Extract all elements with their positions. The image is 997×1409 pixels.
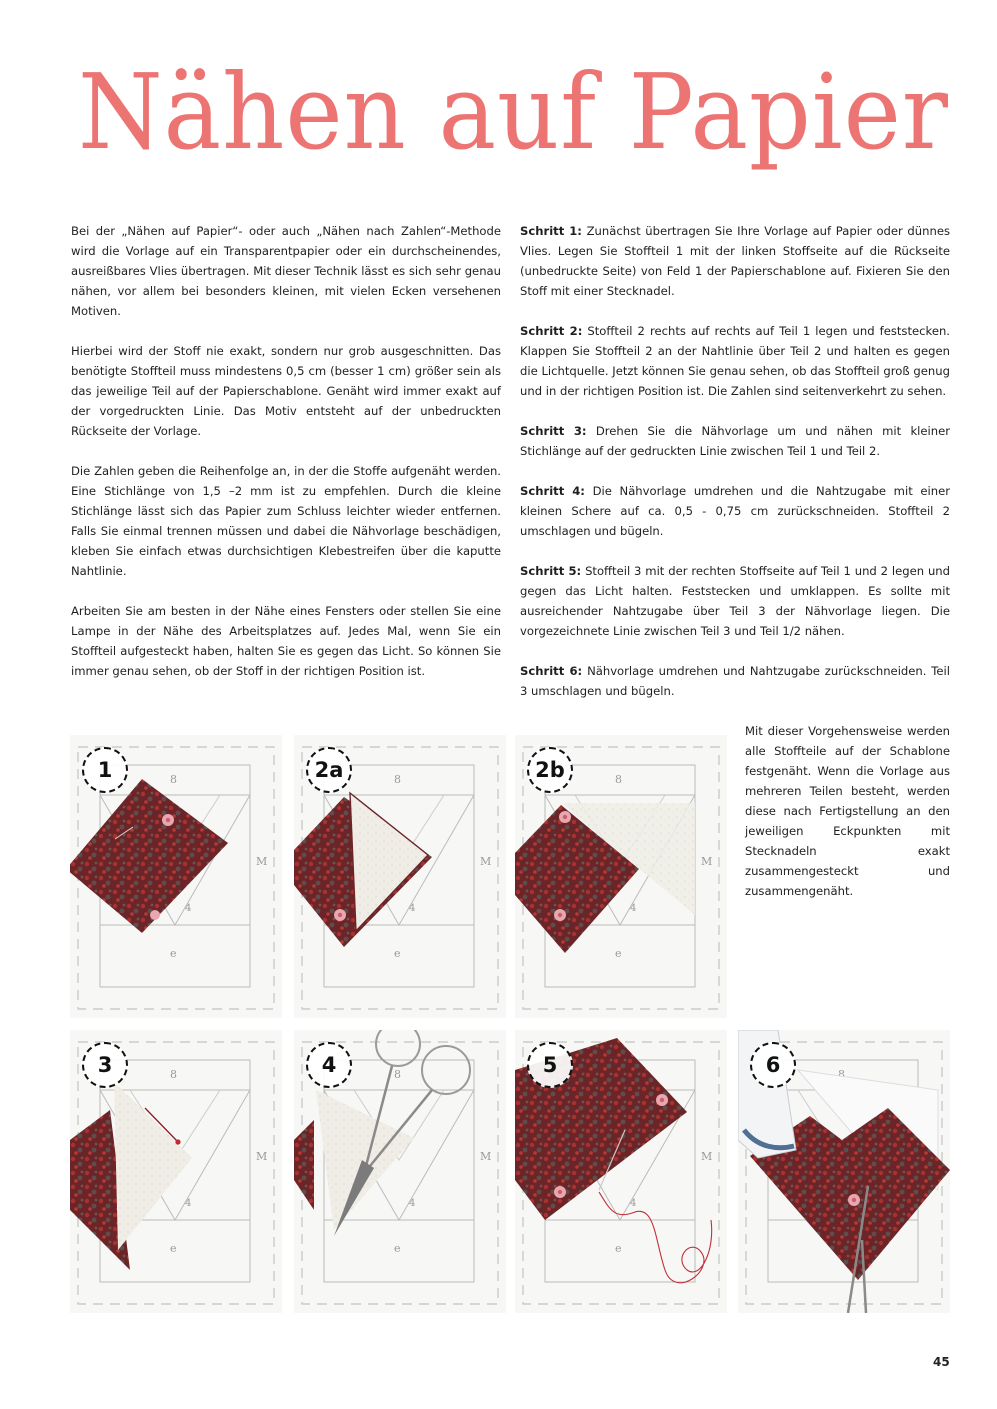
step-label: Schritt 6:	[520, 664, 583, 678]
step-badge: 3	[82, 1042, 128, 1088]
step-5	[520, 561, 950, 641]
step-photo-6	[738, 1030, 950, 1313]
intro-paragraph: Arbeiten Sie am besten in der Nähe eines Fensters oder stellen Sie eine Lampe in der Nähe des Arbeitsplatzes auf. Jedes Mal, wenn Sie ein Stoffteil aufgesteckt haben, halten Sie es gegen das Licht. So können Sie immer genau sehen, ob der Stoff in der richtigen Position ist.	[71, 604, 501, 678]
step-badge: 6	[750, 1042, 796, 1088]
step-text: Stoffteil 3 mit der rechten Stoffseite auf Teil 1 und 2 legen und gegen das Licht halten. Feststecken und umklappen. Es sollte mit ausreichender Nahtzugabe über Teil 3 der Nähvorlage liegen. Die vorgezeichnete Linie zwischen Teil 3 und Teil 1/2 nähen.	[520, 564, 951, 638]
page-number: 45	[933, 1355, 950, 1369]
step-label: Schritt 3:	[520, 424, 587, 438]
step-3	[520, 421, 950, 461]
steps-column	[520, 221, 950, 721]
step-text: Die Nähvorlage umdrehen und die Nahtzugabe mit einer kleinen Schere auf ca. 0,5 - 0,75 cm zurückschneiden. Stoffteil 2 umschlagen und bügeln.	[520, 484, 950, 538]
step-label: Schritt 5:	[520, 564, 582, 578]
step-text: Stoffteil 2 rechts auf rechts auf Teil 1 legen und feststecken. Klappen Sie Stoffteil 2 an der Nahtlinie über Teil 2 und halten es gegen die Lichtquelle. Jetzt können Sie genau sehen, ob das Stoffteil groß genug und in der richtigen Position ist. Die Zahlen sind seitenverkehrt zu sehen.	[520, 324, 950, 398]
page-title: Nähen auf Papier	[78, 51, 949, 173]
intro-column	[71, 221, 501, 701]
step-badge: 1	[82, 747, 128, 793]
step-4	[520, 481, 950, 541]
step-label: Schritt 2:	[520, 324, 583, 338]
step-badge: 2b	[527, 747, 573, 793]
step-text: Zunächst übertragen Sie Ihre Vorlage auf Papier oder dünnes Vlies. Legen Sie Stoffteil 1 mit der linken Stoffseite auf die Rückseite (unbedruckte Seite) von Feld 1 der Papierschablone auf. Fixieren Sie den Stoff mit einer Stecknadel.	[520, 224, 951, 298]
step-1	[520, 221, 950, 301]
step-photo-1	[70, 735, 282, 1018]
step-photo-4	[294, 1030, 506, 1313]
fabric-piece	[70, 779, 228, 933]
step-photo-2a	[294, 735, 506, 1018]
step-2	[520, 321, 950, 401]
step-text: Nähvorlage umdrehen und Nahtzugabe zurückschneiden. Teil 3 umschlagen und bügeln.	[520, 664, 950, 698]
side-note: Mit dieser Vorgehensweise werden alle Stoffteile auf der Schablone festgenäht. Wenn die Vorlage aus mehreren Teilen besteht, werden diese nach Fertigstellung an den jeweiligen Eckpunkten mit Stecknadeln exakt zusammengesteckt und zusammengenäht.	[745, 724, 950, 898]
intro-paragraph: Hierbei wird der Stoff nie exakt, sondern nur grob ausgeschnitten. Das benötigte Stoffteil muss mindestens 0,5 cm (besser 1 cm) größer sein als das jeweilige Teil auf der Papierschablone. Genäht wird immer exakt auf der vorgedruckten Linie. Das Motiv entsteht auf der unbedruckten Rückseite der Vorlage.	[71, 344, 501, 438]
step-photo-3	[70, 1030, 282, 1313]
step-photo-5	[515, 1030, 727, 1313]
step-text: Drehen Sie die Nähvorlage um und nähen mit kleiner Stichlänge auf der gedruckten Linie zwischen Teil 1 und Teil 2.	[520, 424, 950, 458]
step-label: Schritt 4:	[520, 484, 585, 498]
step-label: Schritt 1:	[520, 224, 582, 238]
step-badge: 5	[527, 1042, 573, 1088]
step-badge: 2a	[306, 747, 352, 793]
step-6	[520, 661, 950, 701]
intro-paragraph: Bei der „Nähen auf Papier“- oder auch „Nähen nach Zahlen“-Methode wird die Vorlage auf ein Transparentpapier oder ein durchscheinendes, ausreißbares Vlies übertragen. Mit dieser Technik lässt es sich sehr genau nähen, vor allem bei besonders kleinen, mit vielen Ecken versehenen Motiven.	[71, 224, 501, 318]
step-badge: 4	[306, 1042, 352, 1088]
intro-paragraph: Die Zahlen geben die Reihenfolge an, in der die Stoffe aufgenäht werden. Eine Stichlänge von 1,5 –2 mm ist zu empfehlen. Durch die kleine Stichlänge lässt sich das Papier zum Schluss leichter wieder entfernen. Falls Sie einmal trennen müssen und dabei die Nähvorlage beschädigen, kleben Sie einfach etwas durchsichtigen Klebestreifen über die kaputte Nahtlinie.	[71, 464, 501, 578]
step-photo-2b	[515, 735, 727, 1018]
